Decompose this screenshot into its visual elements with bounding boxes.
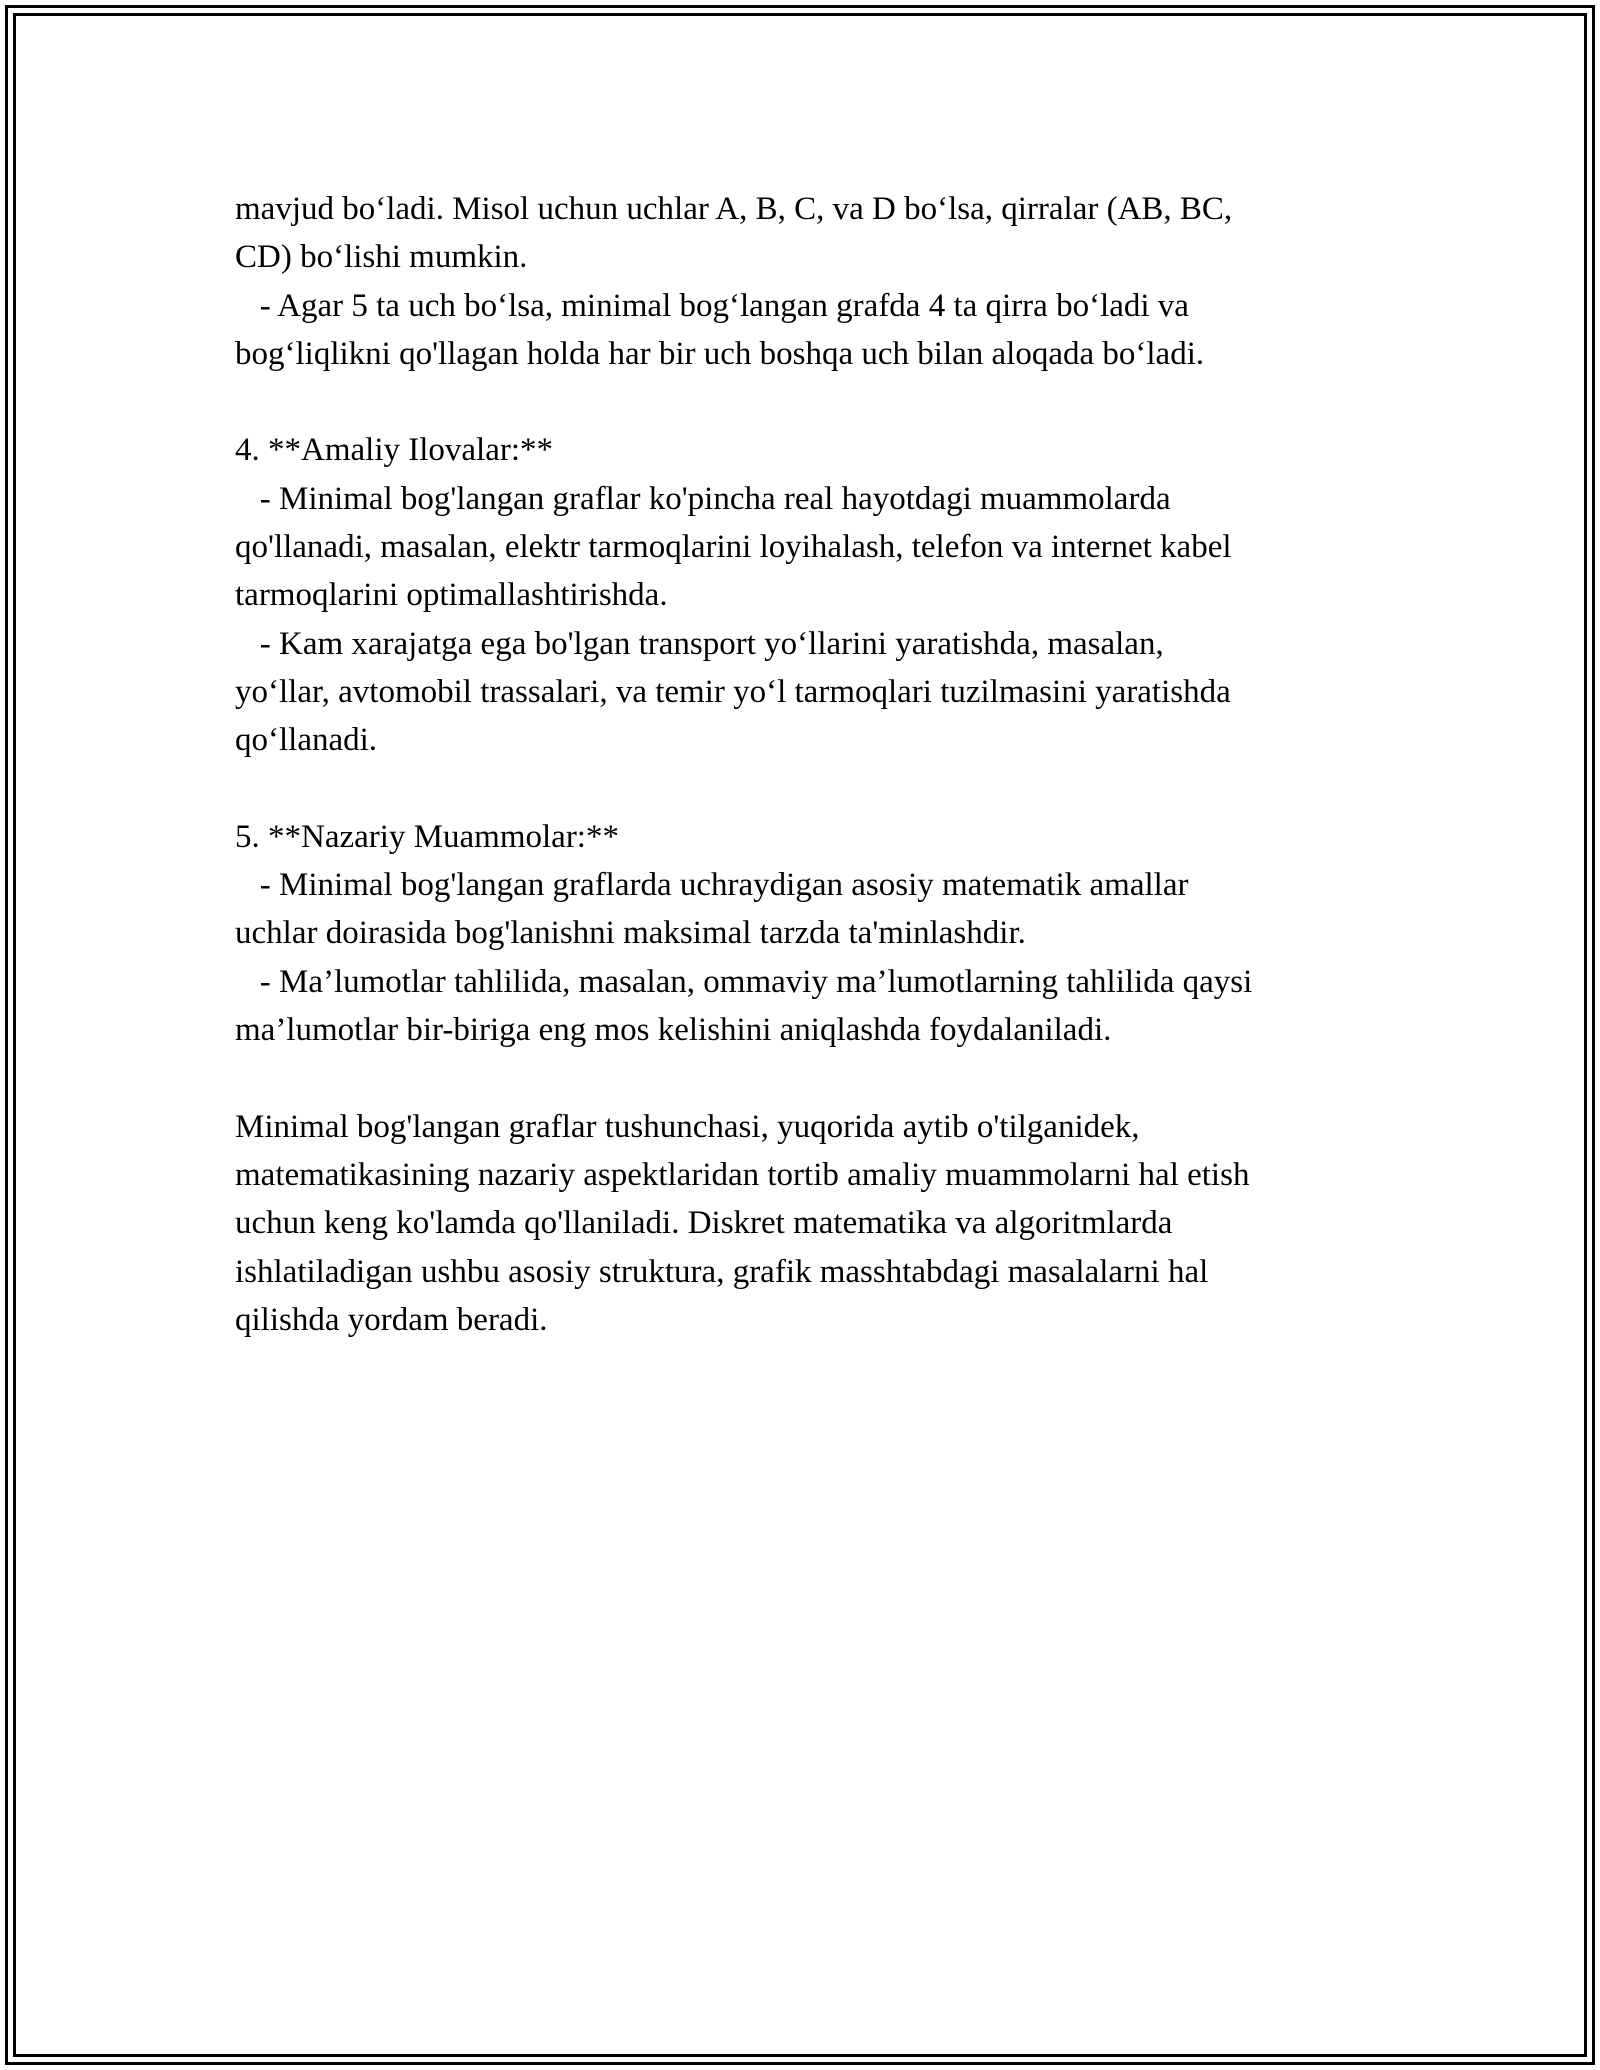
conclusion-line: ishlatiladigan ushbu asosiy struktura, grafik masshtabdagi masalalarni hal <box>235 1253 1209 1290</box>
text-line: qo'llanadi, masalan, elektr tarmoqlarini loyihalash, telefon va internet kabel <box>235 529 1232 566</box>
conclusion-line: matematikasining nazariy aspektlaridan tortib amaliy muammolarni hal etish <box>235 1156 1250 1193</box>
text-line: - Agar 5 ta uch bo‘lsa, minimal bog‘langan grafda 4 ta qirra bo‘ladi va <box>235 287 1189 324</box>
text-line: uchlar doirasida bog'lanishni maksimal tarzda ta'minlashdir. <box>235 915 1026 952</box>
conclusion-line: Minimal bog'langan graflar tushunchasi, yuqorida aytib o'tilganidek, <box>235 1108 1140 1145</box>
text-line: - Minimal bog'langan graflar ko'pincha real hayotdagi muammolarda <box>235 480 1171 517</box>
text-line: - Kam xarajatga ega bo'lgan transport yo‘llarini yaratishda, masalan, <box>235 625 1164 662</box>
paragraph-gap <box>235 378 1385 426</box>
document-body <box>235 185 1385 1344</box>
text-line: yo‘llar, avtomobil trassalari, va temir yo‘l tarmoqlari tuzilmasini yaratishda <box>235 673 1231 710</box>
section-heading-nazariy-muammolar: 5. **Nazariy Muammolar:** <box>235 818 619 855</box>
paragraph-gap <box>235 765 1385 813</box>
text-line: - Ma’lumotlar tahlilida, masalan, ommaviy ma’lumotlarning tahlilida qaysi <box>235 963 1253 1000</box>
conclusion-line: qilishda yordam beradi. <box>235 1301 548 1338</box>
section-heading-amaliy-ilovalar: 4. **Amaliy Ilovalar:** <box>235 432 554 469</box>
text-line: ma’lumotlar bir-biriga eng mos kelishini aniqlashda foydalaniladi. <box>235 1012 1112 1049</box>
text-line: qo‘llanadi. <box>235 722 378 759</box>
text-line: CD) bo‘lishi mumkin. <box>235 239 528 276</box>
text-line: bog‘liqlikni qo'llagan holda har bir uch boshqa uch bilan aloqada bo‘ladi. <box>235 335 1205 372</box>
text-line: - Minimal bog'langan graflarda uchraydigan asosiy matematik amallar <box>235 867 1189 904</box>
conclusion-line: uchun keng ko'lamda qo'llaniladi. Diskret matematika va algoritmlarda <box>235 1205 1173 1242</box>
paragraph-gap <box>235 1054 1385 1102</box>
text-line: mavjud bo‘ladi. Misol uchun uchlar A, B, C, va D bo‘lsa, qirralar (AB, BC, <box>235 191 1233 227</box>
text-line: tarmoqlarini optimallashtirishda. <box>235 577 668 614</box>
